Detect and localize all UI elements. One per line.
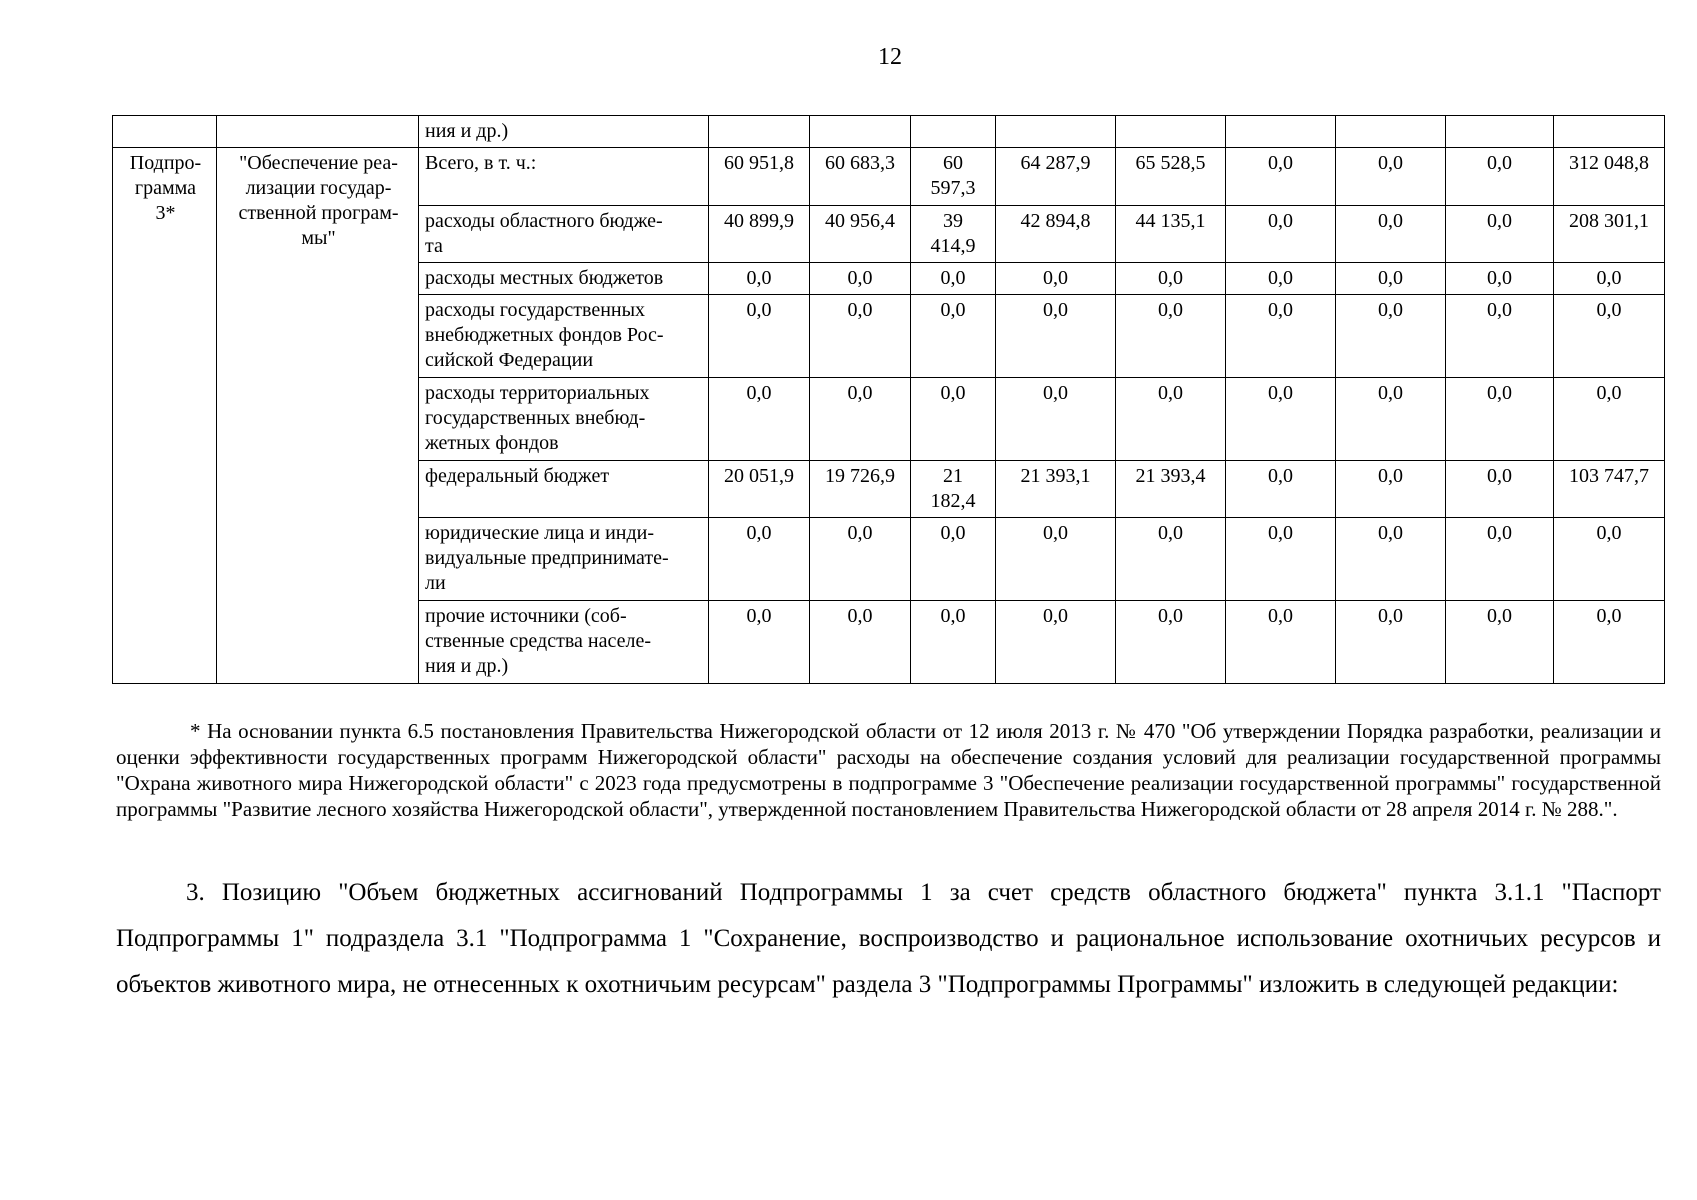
value-cell: 0,0 xyxy=(1446,148,1554,206)
table-cell xyxy=(1226,116,1336,148)
value-cell: 20 051,9 xyxy=(709,461,810,518)
budget-table xyxy=(112,115,1665,684)
funding-source-label: расходы местных бюджетов xyxy=(419,263,709,295)
value-cell: 65 528,5 xyxy=(1116,148,1226,206)
value-cell: 0,0 xyxy=(1336,461,1446,518)
value-cell: 0,0 xyxy=(1336,518,1446,601)
value-cell: 0,0 xyxy=(1336,206,1446,263)
value-cell: 0,0 xyxy=(1446,295,1554,378)
value-cell: 0,0 xyxy=(911,518,996,601)
main-paragraph: 3. Позицию "Объем бюджетных ассигнований Подпрограммы 1 за счет средств областного бюджета" пункта 3.1.1 "Паспорт Подпрограммы 1" подраздела 3.1 "Подпрограмма 1 "Сохранение, воспроизводство и рациональное использование охотничьих ресурсов и объектов животного мира, не отнесенных к охотничьим ресурсам" раздела 3 "Подпрограммы Программы" изложить в следующей редакции: xyxy=(116,879,1661,998)
value-cell: 19 726,9 xyxy=(810,461,911,518)
value-cell: 0,0 xyxy=(1554,263,1665,295)
value-cell: 0,0 xyxy=(1336,148,1446,206)
value-cell: 0,0 xyxy=(1116,518,1226,601)
value-cell: 0,0 xyxy=(1226,206,1336,263)
program-name-cell: "Обеспечение реа- лизации государ- ственной програм- мы" xyxy=(217,148,419,684)
value-cell: 0,0 xyxy=(1116,378,1226,461)
funding-source-label: расходы государственных внебюджетных фондов Рос- сийской Федерации xyxy=(419,295,709,378)
value-cell: 42 894,8 xyxy=(996,206,1116,263)
value-cell: 0,0 xyxy=(1446,601,1554,684)
table-body xyxy=(113,116,1665,684)
value-cell: 0,0 xyxy=(810,263,911,295)
value-cell: 0,0 xyxy=(1116,601,1226,684)
value-cell: 39 414,9 xyxy=(911,206,996,263)
value-cell: 0,0 xyxy=(996,295,1116,378)
table-cell xyxy=(1336,116,1446,148)
value-cell: 21 393,1 xyxy=(996,461,1116,518)
value-cell: 0,0 xyxy=(996,601,1116,684)
table-cell xyxy=(810,116,911,148)
value-cell: 0,0 xyxy=(1226,378,1336,461)
value-cell: 0,0 xyxy=(709,518,810,601)
value-cell: 0,0 xyxy=(1336,295,1446,378)
value-cell: 0,0 xyxy=(810,601,911,684)
value-cell: 40 956,4 xyxy=(810,206,911,263)
value-cell: 208 301,1 xyxy=(1554,206,1665,263)
footnote: * На основании пункта 6.5 постановления Правительства Нижегородской области от 12 июля 2013 г. № 470 "Об утверждении Порядка разработки, реализации и оценки эффективности государственных программ Нижегородской области" расходы на обеспечение создания условий для реализации государственной программы "Охрана животного мира Нижегородской области" с 2023 года предусмотрены в подпрограмме 3 "Обеспечение реализации государственной программы" государственной программы "Развитие лесного хозяйства Нижегородской области", утвержденной постановлением Правительства Нижегородской области от 28 апреля 2014 г. № 288.". xyxy=(116,719,1661,821)
value-cell: 0,0 xyxy=(1226,263,1336,295)
value-cell: 0,0 xyxy=(1336,263,1446,295)
value-cell: 60 683,3 xyxy=(810,148,911,206)
table-cell xyxy=(1116,116,1226,148)
value-cell: 0,0 xyxy=(996,263,1116,295)
value-cell: 0,0 xyxy=(911,295,996,378)
value-cell: 103 747,7 xyxy=(1554,461,1665,518)
value-cell: 0,0 xyxy=(810,518,911,601)
table-cell xyxy=(113,116,217,148)
funding-source-label: расходы областного бюдже- та xyxy=(419,206,709,263)
funding-source-label: прочие источники (соб- ственные средства населе- ния и др.) xyxy=(419,601,709,684)
value-cell: 0,0 xyxy=(1446,206,1554,263)
value-cell: 0,0 xyxy=(810,378,911,461)
value-cell: 0,0 xyxy=(1554,518,1665,601)
value-cell: 0,0 xyxy=(1226,601,1336,684)
value-cell: 0,0 xyxy=(911,378,996,461)
table-row xyxy=(113,148,1665,206)
value-cell: 0,0 xyxy=(1446,518,1554,601)
value-cell: 0,0 xyxy=(1446,461,1554,518)
table-cell xyxy=(911,116,996,148)
value-cell: 0,0 xyxy=(1336,378,1446,461)
value-cell: 0,0 xyxy=(1226,148,1336,206)
value-cell: 0,0 xyxy=(911,263,996,295)
table-row xyxy=(113,116,1665,148)
funding-source-label: расходы территориальных государственных внебюд- жетных фондов xyxy=(419,378,709,461)
value-cell: 21 182,4 xyxy=(911,461,996,518)
value-cell: 40 899,9 xyxy=(709,206,810,263)
value-cell: 0,0 xyxy=(1446,378,1554,461)
value-cell: 0,0 xyxy=(1554,601,1665,684)
table-cell xyxy=(1554,116,1665,148)
funding-source-label: федеральный бюджет xyxy=(419,461,709,518)
table-cell xyxy=(1446,116,1554,148)
value-cell: 21 393,4 xyxy=(1116,461,1226,518)
value-cell: 0,0 xyxy=(1226,461,1336,518)
value-cell: 0,0 xyxy=(996,378,1116,461)
table-cell: ния и др.) xyxy=(419,116,709,148)
value-cell: 60 951,8 xyxy=(709,148,810,206)
value-cell: 64 287,9 xyxy=(996,148,1116,206)
value-cell: 44 135,1 xyxy=(1116,206,1226,263)
value-cell: 0,0 xyxy=(709,378,810,461)
value-cell: 0,0 xyxy=(1226,295,1336,378)
value-cell: 0,0 xyxy=(911,601,996,684)
table-cell xyxy=(996,116,1116,148)
value-cell: 0,0 xyxy=(709,601,810,684)
page-number: 12 xyxy=(878,44,902,70)
table-cell xyxy=(709,116,810,148)
program-label-cell: Подпро- грамма 3* xyxy=(113,148,217,684)
value-cell: 0,0 xyxy=(1226,518,1336,601)
value-cell: 0,0 xyxy=(1116,295,1226,378)
funding-source-label: Всего, в т. ч.: xyxy=(419,148,709,206)
value-cell: 0,0 xyxy=(1336,601,1446,684)
funding-source-label: юридические лица и инди- видуальные предпринимате- ли xyxy=(419,518,709,601)
value-cell: 0,0 xyxy=(1554,295,1665,378)
value-cell: 0,0 xyxy=(996,518,1116,601)
value-cell: 0,0 xyxy=(709,295,810,378)
value-cell: 0,0 xyxy=(1116,263,1226,295)
value-cell: 0,0 xyxy=(1446,263,1554,295)
value-cell: 60 597,3 xyxy=(911,148,996,206)
value-cell: 0,0 xyxy=(1554,378,1665,461)
table-cell xyxy=(217,116,419,148)
value-cell: 0,0 xyxy=(709,263,810,295)
value-cell: 312 048,8 xyxy=(1554,148,1665,206)
value-cell: 0,0 xyxy=(810,295,911,378)
